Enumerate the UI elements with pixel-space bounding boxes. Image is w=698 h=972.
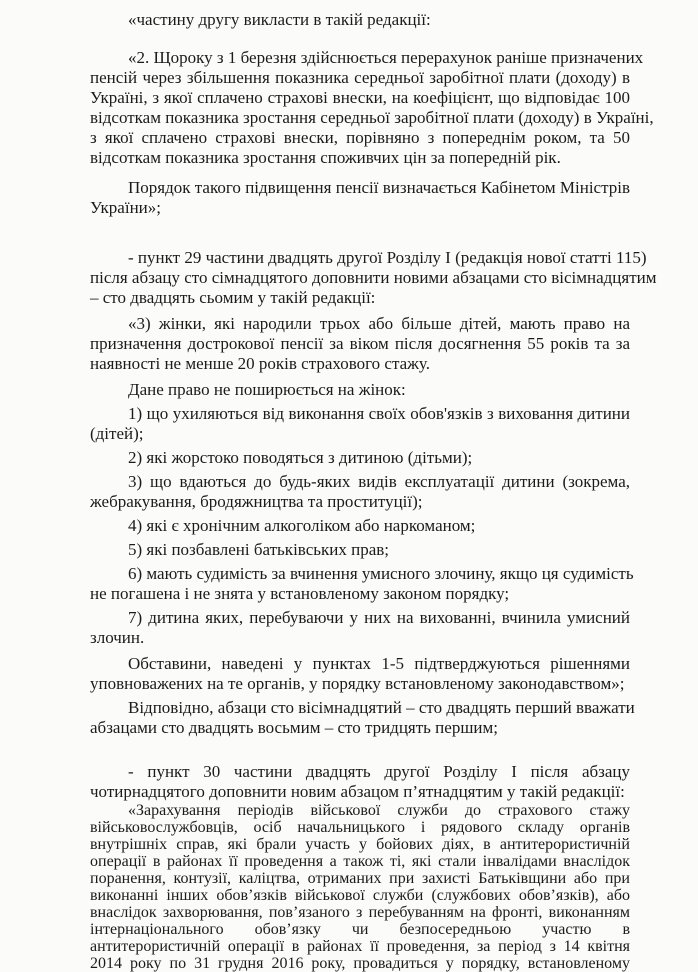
- text-line: 6) мають судимість за вчинення умисного злочину, якщо ця судимість: [128, 564, 634, 583]
- text-line: - пункт 30 частини двадцять другої Розділу I після абзацу: [128, 762, 630, 781]
- text-line: «3) жінки, які народили трьох або більше дітей, мають право на: [128, 314, 630, 333]
- text-line: абзацами сто двадцять восьмим – сто тридцять першим;: [90, 718, 498, 737]
- text-line: виконанні інших обов’язків військової служби (службових обов’язків), або: [90, 887, 630, 904]
- text-line: (дітей);: [90, 424, 144, 443]
- text-line: інтернаціонального обов’язку чи безпосередньою участю в: [90, 921, 630, 938]
- text-line: пенсій через збільшення показника середньої заробітної плати (доходу) в: [90, 68, 630, 87]
- text-line: військовослужбовців, осіб начальницького і рядового складу органів: [90, 819, 630, 836]
- text-line: відсоткам показника зростання споживчих цін за попередній рік.: [90, 148, 561, 167]
- text-line: Обставини, наведені у пунктах 1-5 підтверджуються рішеннями: [128, 654, 630, 673]
- text-line: не погашена і не знята у встановленому законом порядку;: [90, 584, 510, 603]
- text-line: – сто двадцять сьомим у такій редакції:: [90, 288, 376, 307]
- text-line: жебракування, бродяжництва та проституції);: [90, 492, 423, 511]
- text-line: злочин.: [90, 628, 145, 647]
- text-line: операції в районах її проведення а також ті, які стали інвалідами внаслідок: [90, 853, 630, 870]
- text-line: «Зарахування періодів військової служби до страхового стажу: [128, 802, 630, 819]
- text-line: внаслідок захворювання, пов’язаного з перебуванням на фронті, виконанням: [90, 904, 630, 921]
- text-line: 5) які позбавлені батьківських прав;: [128, 540, 390, 559]
- text-line: Україні, з якої сплачено страхові внески, на коефіцієнт, що відповідає 100: [90, 88, 630, 107]
- text-line: після абзацу сто сімнадцятого доповнити новими абзацами сто вісімнадцятим: [90, 268, 657, 287]
- text-line: 1) що ухиляються від виконання своїх обов'язків з виховання дитини: [128, 404, 630, 423]
- text-line: - пункт 29 частини двадцять другої Розділу I (редакція нової статті 115): [128, 248, 647, 267]
- text-line: 7) дитина яких, перебуваючи у них на вихованні, вчинила умисний: [128, 608, 630, 627]
- text-line: 3) що вдаються до будь-яких видів експлуатації дитини (зокрема,: [128, 472, 630, 491]
- text-line: Порядок такого підвищення пенсії визначається Кабінетом Міністрів: [128, 178, 630, 197]
- text-line: уповноважених на те органів, у порядку встановленому законодавством»;: [90, 674, 625, 693]
- text-line: «2. Щороку з 1 березня здійснюється перерахунок раніше призначених: [128, 48, 644, 67]
- text-line: 4) які є хронічним алкоголіком або наркоманом;: [128, 516, 476, 535]
- text-line: наявності не менше 20 років страхового стажу.: [90, 354, 430, 373]
- text-line: України»;: [90, 198, 161, 217]
- text-line: призначення дострокової пенсії за віком після досягнення 55 років та за: [90, 334, 630, 353]
- text-line: «частину другу викласти в такій редакції:: [128, 10, 431, 29]
- text-line: антитерористичній операції в районах її проведення, за період з 14 квітня: [90, 938, 630, 955]
- text-line: 2) які жорстоко поводяться з дитиною (дітьми);: [128, 448, 473, 467]
- text-line: чотирнадцятого доповнити новим абзацом п’ятнадцятим у такій редакції:: [90, 782, 625, 801]
- text-line: з якої сплачено страхові внески, порівняно з попереднім роком, та 50: [90, 128, 630, 147]
- text-line: відсоткам показника зростання середньої заробітної плати (доходу) в Україні,: [90, 108, 654, 127]
- text-line: поранення, контузії, каліцтва, отриманих при захисті Батьківщини або при: [90, 870, 630, 887]
- text-line: Відповідно, абзаци сто вісімнадцятий – сто двадцять перший вважати: [128, 698, 635, 717]
- text-line: внутрішніх справ, які брали участь у бойових діях, в антитерористичній: [90, 836, 630, 853]
- text-line: 2014 року по 31 грудня 2016 року, провадиться у порядку, встановленому: [90, 955, 630, 972]
- text-line: Дане право не поширюється на жінок:: [128, 380, 406, 399]
